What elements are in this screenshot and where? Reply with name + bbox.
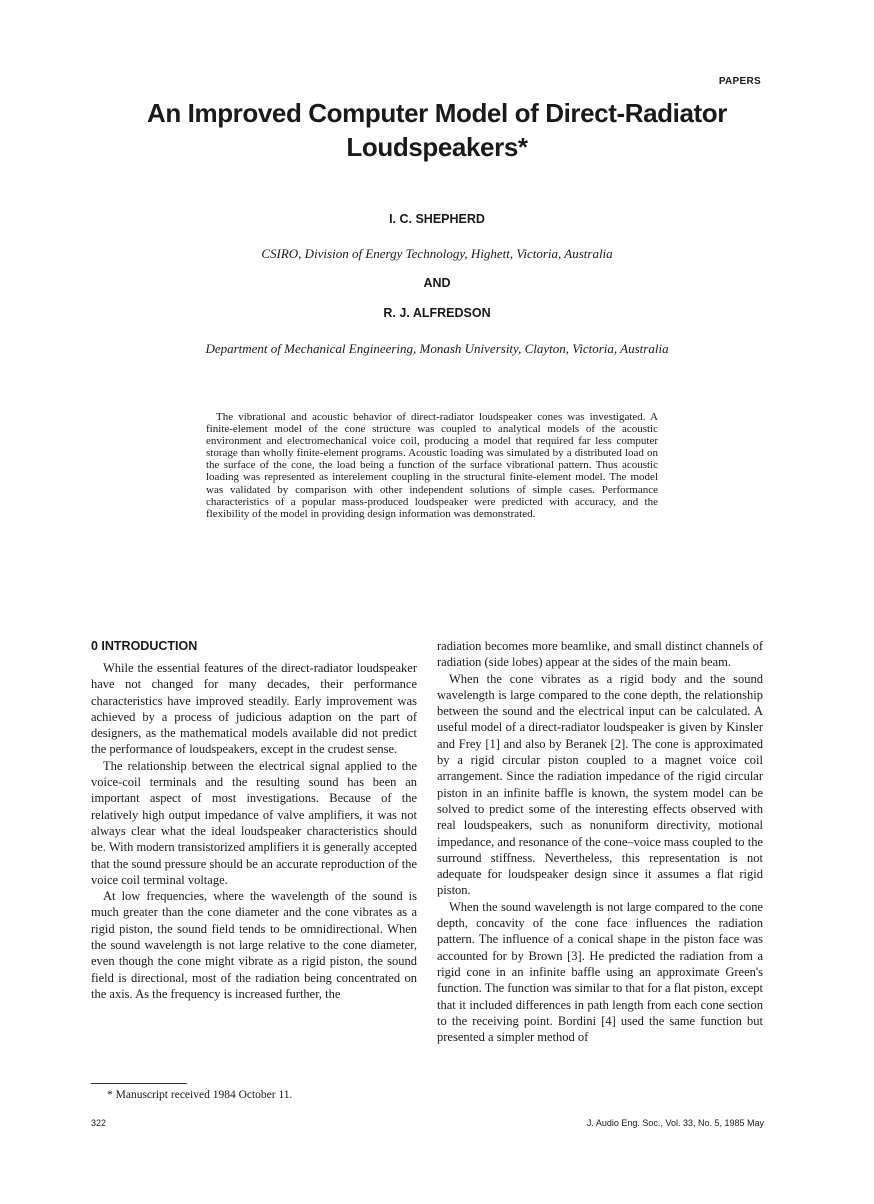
affiliation-2: Department of Mechanical Engineering, Monash University, Clayton, Victoria, Australia bbox=[205, 341, 669, 356]
title-line-1: An Improved Computer Model of Direct-Radiator bbox=[146, 98, 728, 128]
body-paragraph-continuation: radiation becomes more beamlike, and small distinct channels of radiation (side lobes) appear at the sides of the main beam. bbox=[437, 639, 763, 670]
author-conjunction: AND bbox=[423, 276, 451, 290]
author-2: R. J. ALFREDSON bbox=[383, 306, 491, 320]
body-paragraph: When the cone vibrates as a rigid body and the sound wavelength is large compared to the cone depth, the relationship between the sound and the electrical input can be calculated. A useful model of a direct-radiator loudspeaker is given by Kinsler and Frey [1] and also by Beranek [2]. The cone is approximated by a rigid circular piston coupled to a magnet voice coil arrangement. Since the radiation impedance of the rigid circular piston in an infinite baffle is known, the system model can be solved to predict some of the interesting effects observed with real loudspeakers, such as nonuniform directivity, motional impedance, and resonance of the cone–voice mass coupled to the surround stiffness. Nevertheless, this representation is not adequate for loudspeaker design since it assumes a flat rigid piston. bbox=[437, 671, 763, 898]
footnote-rule bbox=[91, 1083, 187, 1084]
body-column-left bbox=[91, 638, 417, 1002]
title-line-2: Loudspeakers* bbox=[346, 132, 528, 162]
affiliation-1: CSIRO, Division of Energy Technology, Highett, Victoria, Australia bbox=[261, 246, 613, 261]
section-heading: 0 INTRODUCTION bbox=[91, 639, 198, 653]
body-paragraph: At low frequencies, where the wavelength of the sound is much greater than the cone diameter and the cone vibrates as a rigid piston, the sound field tends to be omnidirectional. When the sound wavelength is not large relative to the cone diameter, even though the cone might vibrate as a rigid piston, the sound field is directional, most of the radiation being concentrated on the axis. As the frequency is increased further, the bbox=[91, 889, 417, 1001]
body-paragraph: The relationship between the electrical signal applied to the voice-coil terminals and the resulting sound has been an important aspect of most investigations. Because of the relatively high output impedance of valve amplifiers, it was not always clear what the ideal loudspeaker characteristics should be. With modern transistorized amplifiers it is generally accepted that the sound pressure should be an accurate reproduction of the voice coil terminal voltage. bbox=[91, 758, 417, 887]
journal-citation: J. Audio Eng. Soc., Vol. 33, No. 5, 1985 May bbox=[586, 1118, 764, 1128]
body-paragraph: While the essential features of the direct-radiator loudspeaker have not changed for many decades, their performance characteristics have improved steadily. Early improvement was achieved by a process of judicious adaption on the part of designers, as the mathematical models available did not predict the performance of loudspeakers, except in the crudest sense. bbox=[91, 661, 417, 757]
page-number: 322 bbox=[91, 1118, 107, 1128]
author-1: I. C. SHEPHERD bbox=[389, 212, 485, 226]
body-paragraph: When the sound wavelength is not large compared to the cone depth, concavity of the cone face influences the radiation pattern. The influence of a conical shape in the piston face was accounted for by Brown [3]. He predicted the radiation from a rigid cone in an infinite baffle using an approximate Green's function. The function was similar to that for a flat piston, except that it included differences in path length from each cone section to the receiving point. Bordini [4] used the same function but presented a simpler method of bbox=[437, 899, 763, 1045]
footnote: * Manuscript received 1984 October 11. bbox=[107, 1089, 293, 1101]
paper-title bbox=[100, 96, 774, 164]
section-label: PAPERS bbox=[718, 76, 761, 87]
body-column-right bbox=[437, 638, 763, 1045]
abstract: The vibrational and acoustic behavior of direct-radiator loudspeaker cones was investigated. A finite-element model of the cone structure was coupled to analytical models of the acoustic environment and electromechanical voice coil, producing a model that required far less computer storage than wholly finite-element programs. Acoustic loading was simulated by a distributed load on the surface of the cone, the load being a function of the surface vibrational pattern. Thus acoustic loading was represented as interelement coupling in the structural finite-element model. The model was validated by comparison with other independent solutions of simple cases. Performance characteristics of a popular mass-produced loudspeaker were predicted with accuracy, and the flexibility of the model in providing design information was demonstrated. bbox=[206, 411, 658, 520]
